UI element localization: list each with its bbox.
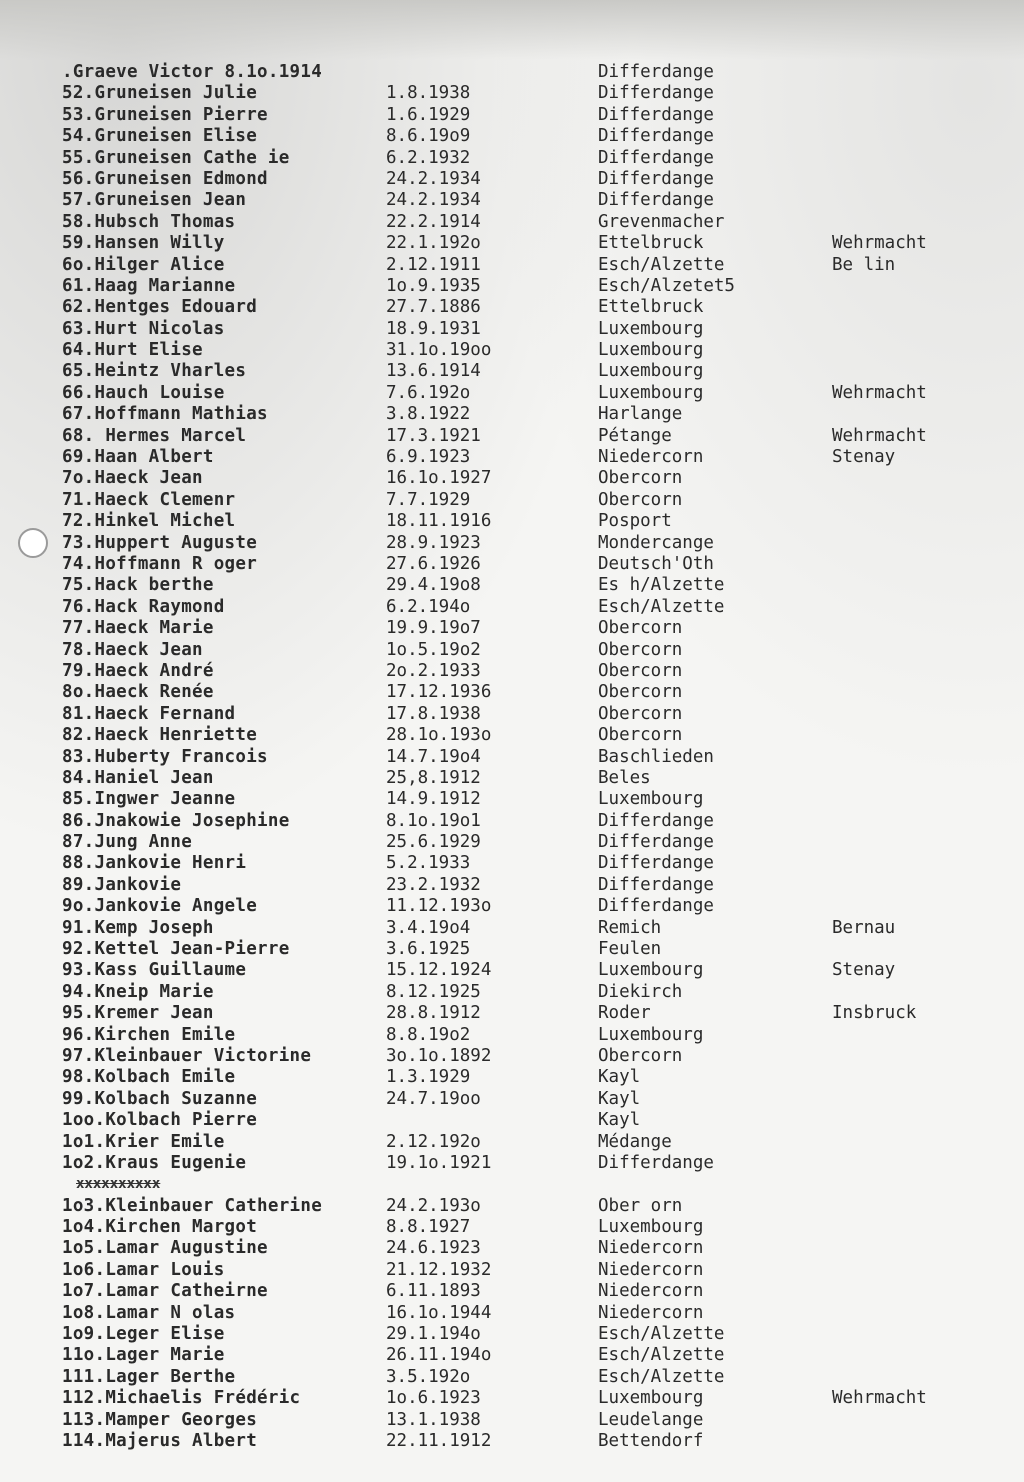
person-name: 73.Huppert Auguste — [62, 532, 258, 553]
birth-date: 11.12.193o — [386, 896, 492, 917]
place-name: Differdange — [598, 83, 714, 104]
struck-out-entry: xxxxxxxxxx — [76, 1176, 161, 1193]
place-name: Harlange — [598, 404, 683, 425]
birth-date: 24.2.1934 — [386, 190, 481, 211]
place-name: Ettelbruck — [598, 297, 704, 318]
list-row — [0, 982, 1024, 1003]
birth-date: 24.2.193o — [386, 1195, 481, 1216]
list-row — [0, 1110, 1024, 1131]
list-row — [0, 1345, 1024, 1366]
remark: Insbruck — [832, 1003, 917, 1024]
person-name: 64.Hurt Elise — [62, 340, 203, 361]
list-row — [0, 832, 1024, 853]
list-row — [0, 747, 1024, 768]
list-row — [0, 1388, 1024, 1409]
birth-date: 16.1o.1944 — [386, 1302, 492, 1323]
birth-date: 28.8.1912 — [386, 1003, 481, 1024]
place-name: Esch/Alzette — [598, 1345, 725, 1366]
person-name: 1o6.Lamar Louis — [62, 1259, 225, 1280]
place-name: Grevenmacher — [598, 211, 725, 232]
birth-date: 2.12.192o — [386, 1131, 481, 1152]
birth-date: 29.4.19o8 — [386, 575, 481, 596]
birth-date: 3.6.1925 — [386, 939, 471, 960]
list-row — [0, 918, 1024, 939]
list-row — [0, 1067, 1024, 1088]
person-name: 75.Hack berthe — [62, 575, 214, 596]
place-name: Bettendorf — [598, 1431, 704, 1451]
place-name: Kayl — [598, 1088, 641, 1109]
birth-date: 6.11.1893 — [386, 1281, 481, 1302]
place-name: Obercorn — [598, 725, 683, 746]
place-name: Luxembourg — [598, 340, 704, 361]
person-name: 1o2.Kraus Eugenie — [62, 1152, 247, 1173]
person-name: 54.Gruneisen Elise — [62, 126, 258, 147]
place-name: Differdange — [598, 190, 714, 211]
person-name: 78.Haeck Jean — [62, 639, 203, 660]
list-row — [0, 148, 1024, 169]
birth-date: 16.1o.1927 — [386, 468, 492, 489]
person-name: 1o3.Kleinbauer Catherine — [62, 1195, 323, 1216]
place-name: Diekirch — [598, 981, 683, 1002]
person-name: 1o4.Kirchen Margot — [62, 1217, 258, 1238]
list-row — [0, 1132, 1024, 1153]
list-row — [0, 1046, 1024, 1067]
person-name: 86.Jnakowie Josephine — [62, 810, 290, 831]
place-name: Beles — [598, 767, 651, 788]
person-name: 112.Michaelis Frédéric — [62, 1388, 301, 1409]
birth-date: 7.7.1929 — [386, 489, 471, 510]
place-name: Obercorn — [598, 703, 683, 724]
birth-date: 1o.6.1923 — [386, 1388, 481, 1409]
place-name: Feulen — [598, 939, 662, 960]
list-row — [0, 554, 1024, 575]
list-row — [0, 1303, 1024, 1324]
person-name: 1o8.Lamar N olas — [62, 1302, 236, 1323]
list-row — [0, 511, 1024, 532]
birth-date: 25,8.1912 — [386, 767, 481, 788]
birth-date: 2.12.1911 — [386, 254, 481, 275]
name-list — [0, 62, 1024, 1452]
list-row — [0, 233, 1024, 254]
list-row — [0, 1238, 1024, 1259]
list-row — [0, 447, 1024, 468]
person-name: 55.Gruneisen Cathe ie — [62, 147, 290, 168]
birth-date: 6.2.194o — [386, 596, 471, 617]
person-name: 66.Hauch Louise — [62, 382, 225, 403]
person-name: 1o5.Lamar Augustine — [62, 1238, 268, 1259]
place-name: Esch/Alzette — [598, 1366, 725, 1387]
person-name: 92.Kettel Jean-Pierre — [62, 939, 290, 960]
place-name: Médange — [598, 1131, 672, 1152]
person-name: 74.Hoffmann R oger — [62, 553, 258, 574]
person-name: 83.Huberty Francois — [62, 746, 268, 767]
birth-date: 8.12.1925 — [386, 981, 481, 1002]
person-name: 58.Hubsch Thomas — [62, 211, 236, 232]
list-row — [0, 704, 1024, 725]
list-row — [0, 490, 1024, 511]
place-name: Esch/Alzetet5 — [598, 275, 735, 296]
list-row — [0, 597, 1024, 618]
birth-date: 21.12.1932 — [386, 1259, 492, 1280]
person-name: 76.Hack Raymond — [62, 596, 225, 617]
list-row — [0, 533, 1024, 554]
birth-date: 1.3.1929 — [386, 1067, 471, 1088]
birth-date: 1.6.1929 — [386, 104, 471, 125]
person-name: 67.Hoffmann Mathias — [62, 404, 268, 425]
place-name: Niedercorn — [598, 1238, 704, 1259]
place-name: Esch/Alzette — [598, 596, 725, 617]
person-name: 113.Mamper Georges — [62, 1409, 258, 1430]
remark: Be lin — [832, 254, 896, 275]
person-name: 85.Ingwer Jeanne — [62, 789, 236, 810]
place-name: Pétange — [598, 425, 672, 446]
birth-date: 18.9.1931 — [386, 318, 481, 339]
person-name: .Graeve Victor 8.1o.1914 — [62, 62, 323, 82]
birth-date: 8.1o.19o1 — [386, 810, 481, 831]
list-row — [0, 212, 1024, 233]
place-name: Luxembourg — [598, 1217, 704, 1238]
list-row — [0, 404, 1024, 425]
list-row — [0, 960, 1024, 981]
person-name: 63.Hurt Nicolas — [62, 318, 225, 339]
person-name: 95.Kremer Jean — [62, 1003, 214, 1024]
list-row — [0, 1025, 1024, 1046]
remark: Bernau — [832, 917, 896, 938]
list-row — [0, 1196, 1024, 1217]
person-name: 61.Haag Marianne — [62, 275, 236, 296]
person-name: 6o.Hilger Alice — [62, 254, 225, 275]
place-name: Luxembourg — [598, 789, 704, 810]
person-name: 89.Jankovie — [62, 874, 182, 895]
birth-date: 3.4.19o4 — [386, 917, 471, 938]
birth-date: 1o.5.19o2 — [386, 639, 481, 660]
person-name: 11o.Lager Marie — [62, 1345, 225, 1366]
place-name: Luxembourg — [598, 318, 704, 339]
birth-date: 27.7.1886 — [386, 297, 481, 318]
birth-date: 1o.9.1935 — [386, 275, 481, 296]
person-name: 72.Hinkel Michel — [62, 511, 236, 532]
remark: Stenay — [832, 447, 896, 468]
birth-date: 6.2.1932 — [386, 147, 471, 168]
list-row — [0, 276, 1024, 297]
list-row — [0, 1367, 1024, 1388]
place-name: Differdange — [598, 147, 714, 168]
list-row — [0, 62, 1024, 83]
list-row — [0, 426, 1024, 447]
place-name: Luxembourg — [598, 382, 704, 403]
list-row — [0, 768, 1024, 789]
list-row — [0, 896, 1024, 917]
list-row — [0, 618, 1024, 639]
list-row — [0, 1153, 1024, 1174]
birth-date: 24.2.1934 — [386, 168, 481, 189]
list-row — [0, 789, 1024, 810]
birth-date: 7.6.192o — [386, 382, 471, 403]
place-name: Kayl — [598, 1110, 641, 1131]
person-name: 71.Haeck Clemenr — [62, 489, 236, 510]
person-name: 56.Gruneisen Edmond — [62, 168, 268, 189]
person-name: 99.Kolbach Suzanne — [62, 1088, 258, 1109]
list-row — [0, 126, 1024, 147]
remark: Wehrmacht — [832, 1388, 927, 1409]
place-name: Obercorn — [598, 682, 683, 703]
remark: Stenay — [832, 960, 896, 981]
place-name: Differdange — [598, 832, 714, 853]
place-name: Luxembourg — [598, 1388, 704, 1409]
birth-date: 1.8.1938 — [386, 83, 471, 104]
birth-date: 8.8.1927 — [386, 1217, 471, 1238]
remark: Wehrmacht — [832, 425, 927, 446]
list-row — [0, 297, 1024, 318]
birth-date: 18.11.1916 — [386, 511, 492, 532]
person-name: 1oo.Kolbach Pierre — [62, 1110, 258, 1131]
place-name: Differdange — [598, 62, 714, 82]
birth-date: 3o.1o.1892 — [386, 1045, 492, 1066]
scan-shadow — [0, 0, 1024, 60]
list-row — [0, 383, 1024, 404]
place-name: Niedercorn — [598, 1259, 704, 1280]
place-name: Luxembourg — [598, 960, 704, 981]
birth-date: 22.11.1912 — [386, 1431, 492, 1451]
birth-date: 8.8.19o2 — [386, 1024, 471, 1045]
place-name: Differdange — [598, 104, 714, 125]
birth-date: 17.12.1936 — [386, 682, 492, 703]
list-row — [0, 319, 1024, 340]
person-name: 79.Haeck André — [62, 660, 214, 681]
place-name: Differdange — [598, 126, 714, 147]
place-name: Niedercorn — [598, 447, 704, 468]
birth-date: 19.1o.1921 — [386, 1152, 492, 1173]
list-row — [0, 468, 1024, 489]
place-name: Obercorn — [598, 489, 683, 510]
place-name: Differdange — [598, 168, 714, 189]
list-row — [0, 1003, 1024, 1024]
place-name: Es h/Alzette — [598, 575, 725, 596]
person-name: 62.Hentges Edouard — [62, 297, 258, 318]
list-row — [0, 939, 1024, 960]
list-row — [0, 640, 1024, 661]
place-name: Obercorn — [598, 639, 683, 660]
place-name: Obercorn — [598, 468, 683, 489]
birth-date: 14.7.19o4 — [386, 746, 481, 767]
list-row — [0, 1324, 1024, 1345]
person-name: 65.Heintz Vharles — [62, 361, 247, 382]
birth-date: 19.9.19o7 — [386, 618, 481, 639]
list-row — [0, 83, 1024, 104]
list-row — [0, 875, 1024, 896]
place-name: Differdange — [598, 896, 714, 917]
birth-date: 24.6.1923 — [386, 1238, 481, 1259]
person-name: 1o1.Krier Emile — [62, 1131, 225, 1152]
list-row — [0, 169, 1024, 190]
birth-date: 28.9.1923 — [386, 532, 481, 553]
list-row — [0, 1410, 1024, 1431]
person-name: 57.Gruneisen Jean — [62, 190, 247, 211]
place-name: Differdange — [598, 874, 714, 895]
place-name: Mondercange — [598, 532, 714, 553]
place-name: Leudelange — [598, 1409, 704, 1430]
list-row — [0, 361, 1024, 382]
list-row — [0, 661, 1024, 682]
list-row — [0, 1217, 1024, 1238]
place-name: Remich — [598, 917, 662, 938]
birth-date: 27.6.1926 — [386, 553, 481, 574]
remark: Wehrmacht — [832, 382, 927, 403]
person-name: 68. Hermes Marcel — [62, 425, 247, 446]
birth-date: 3.8.1922 — [386, 404, 471, 425]
place-name: Posport — [598, 511, 672, 532]
remark: Wehrmacht — [832, 233, 927, 254]
place-name: Differdange — [598, 810, 714, 831]
place-name: Differdange — [598, 1152, 714, 1173]
person-name: 98.Kolbach Emile — [62, 1067, 236, 1088]
person-name: 52.Gruneisen Julie — [62, 83, 258, 104]
birth-date: 14.9.1912 — [386, 789, 481, 810]
list-row — [0, 255, 1024, 276]
person-name: 88.Jankovie Henri — [62, 853, 247, 874]
birth-date: 29.1.194o — [386, 1324, 481, 1345]
birth-date: 25.6.1929 — [386, 832, 481, 853]
person-name: 81.Haeck Fernand — [62, 703, 236, 724]
birth-date: 13.1.1938 — [386, 1409, 481, 1430]
list-row — [0, 1431, 1024, 1452]
birth-date: 23.2.1932 — [386, 874, 481, 895]
person-name: 114.Majerus Albert — [62, 1431, 258, 1451]
birth-date: 22.1.192o — [386, 233, 481, 254]
person-name: 53.Gruneisen Pierre — [62, 104, 268, 125]
list-row — [0, 1174, 1024, 1195]
list-row — [0, 340, 1024, 361]
person-name: 97.Kleinbauer Victorine — [62, 1045, 312, 1066]
person-name: 59.Hansen Willy — [62, 233, 225, 254]
list-row — [0, 811, 1024, 832]
place-name: Baschlieden — [598, 746, 714, 767]
person-name: 84.Haniel Jean — [62, 767, 214, 788]
birth-date: 28.1o.193o — [386, 725, 492, 746]
list-row — [0, 105, 1024, 126]
birth-date: 24.7.19oo — [386, 1088, 481, 1109]
list-row — [0, 575, 1024, 596]
birth-date: 15.12.1924 — [386, 960, 492, 981]
person-name: 91.Kemp Joseph — [62, 917, 214, 938]
list-row — [0, 1260, 1024, 1281]
place-name: Ettelbruck — [598, 233, 704, 254]
person-name: 1o9.Leger Elise — [62, 1324, 225, 1345]
place-name: Esch/Alzette — [598, 1324, 725, 1345]
place-name: Obercorn — [598, 660, 683, 681]
birth-date: 13.6.1914 — [386, 361, 481, 382]
list-row — [0, 853, 1024, 874]
place-name: Deutsch'Oth — [598, 553, 714, 574]
person-name: 93.Kass Guillaume — [62, 960, 247, 981]
list-row — [0, 190, 1024, 211]
person-name: 77.Haeck Marie — [62, 618, 214, 639]
birth-date: 8.6.19o9 — [386, 126, 471, 147]
place-name: Luxembourg — [598, 361, 704, 382]
birth-date: 31.1o.19oo — [386, 340, 492, 361]
place-name: Esch/Alzette — [598, 254, 725, 275]
person-name: 69.Haan Albert — [62, 447, 214, 468]
person-name: 9o.Jankovie Angele — [62, 896, 258, 917]
list-row — [0, 1089, 1024, 1110]
birth-date: 5.2.1933 — [386, 853, 471, 874]
list-row — [0, 725, 1024, 746]
birth-date: 6.9.1923 — [386, 447, 471, 468]
list-row — [0, 682, 1024, 703]
place-name: Luxembourg — [598, 1024, 704, 1045]
person-name: 7o.Haeck Jean — [62, 468, 203, 489]
person-name: 1o7.Lamar Catheirne — [62, 1281, 268, 1302]
birth-date: 17.8.1938 — [386, 703, 481, 724]
place-name: Niedercorn — [598, 1302, 704, 1323]
person-name: 96.Kirchen Emile — [62, 1024, 236, 1045]
place-name: Differdange — [598, 853, 714, 874]
place-name: Ober orn — [598, 1195, 683, 1216]
place-name: Obercorn — [598, 1045, 683, 1066]
place-name: Kayl — [598, 1067, 641, 1088]
birth-date: 17.3.1921 — [386, 425, 481, 446]
person-name: 87.Jung Anne — [62, 832, 193, 853]
birth-date: 26.11.194o — [386, 1345, 492, 1366]
person-name: 82.Haeck Henriette — [62, 725, 258, 746]
list-row — [0, 1281, 1024, 1302]
place-name: Obercorn — [598, 618, 683, 639]
place-name: Niedercorn — [598, 1281, 704, 1302]
person-name: 111.Lager Berthe — [62, 1366, 236, 1387]
person-name: 94.Kneip Marie — [62, 981, 214, 1002]
place-name: Roder — [598, 1003, 651, 1024]
birth-date: 3.5.192o — [386, 1366, 471, 1387]
birth-date: 22.2.1914 — [386, 211, 481, 232]
birth-date: 2o.2.1933 — [386, 660, 481, 681]
person-name: 8o.Haeck Renée — [62, 682, 214, 703]
